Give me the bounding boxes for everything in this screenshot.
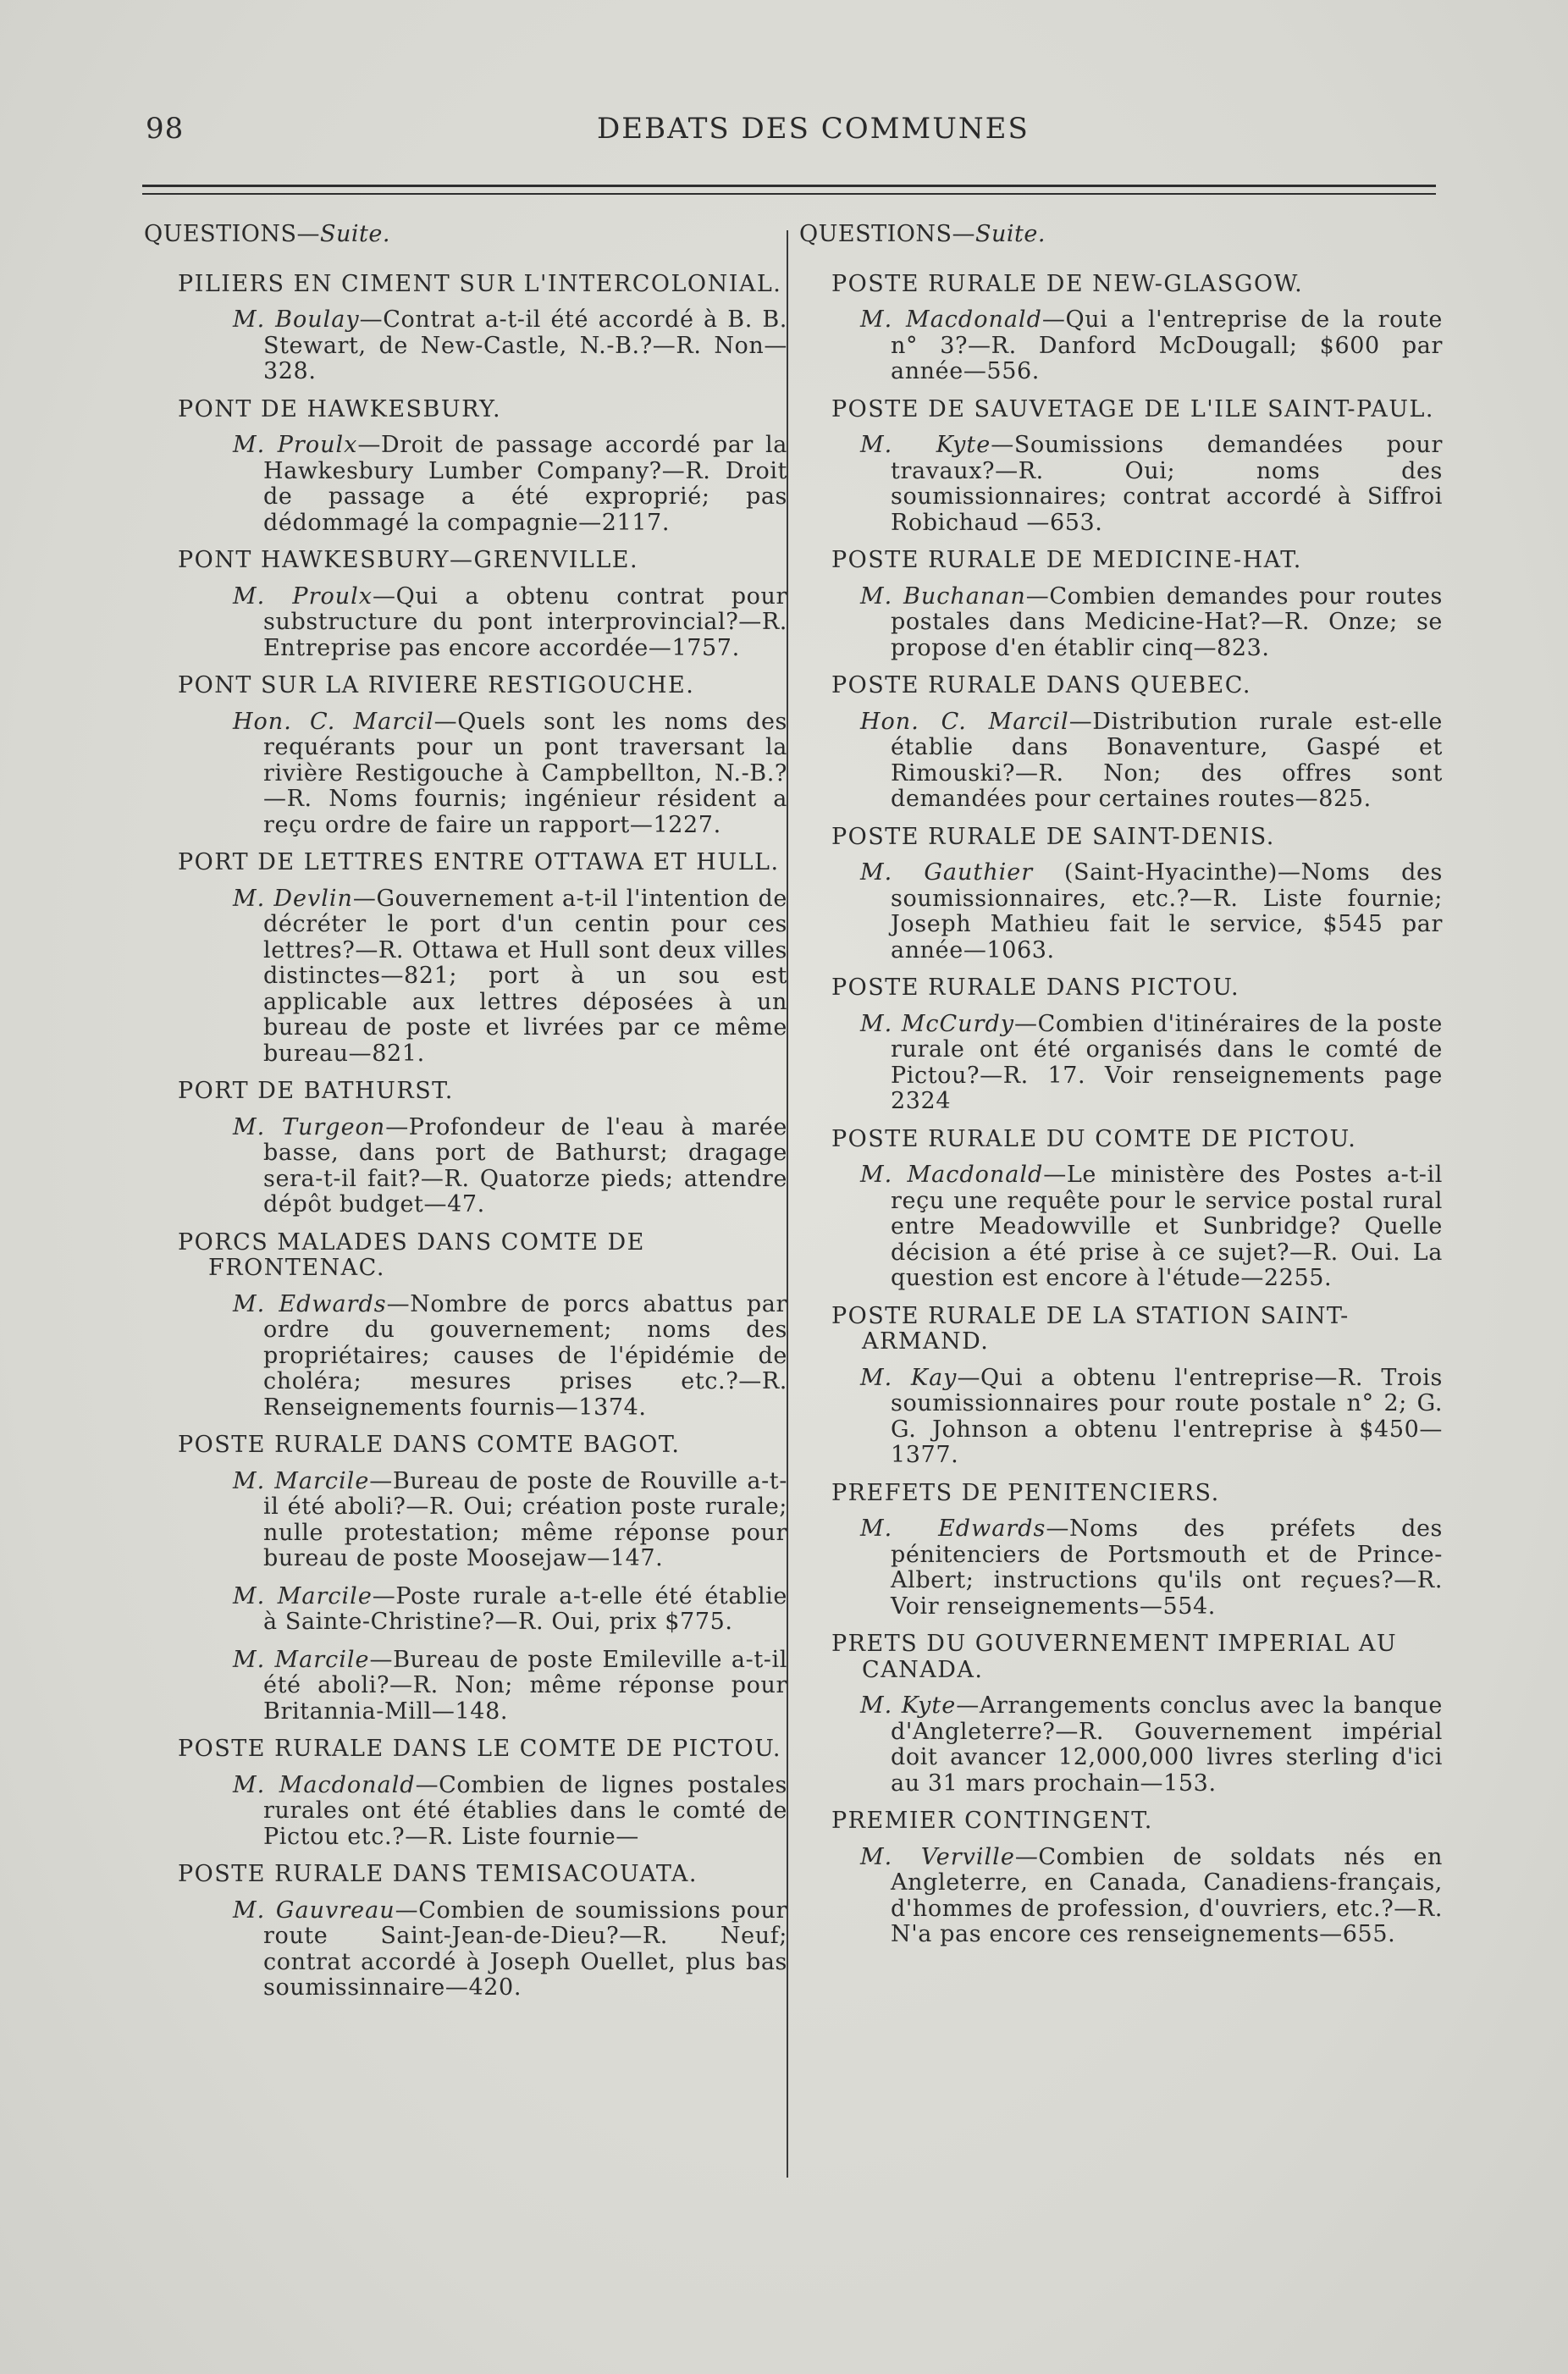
question-entry (860, 860, 1443, 963)
question-entry (860, 1162, 1443, 1292)
question-entry (860, 307, 1443, 385)
speaker-name: M. Buchanan (860, 582, 1026, 610)
speaker-name: M. Marcile (233, 1467, 370, 1494)
section-heading: POSTE RURALE DE NEW-GLASGOW. (831, 270, 1304, 297)
section-heading: POSTE RURALE DU COMTE DE PICTOU. (831, 1125, 1357, 1152)
right-column (799, 222, 1443, 1960)
entry-text: —Profondeur de l'eau à marée basse, dans port de Bathurst; dragage sera-t-il fait?—R. Quatorze pieds; attendre dépôt budget—47. (263, 1113, 787, 1217)
section-heading: PORCS MALADES DANS COMTE DE FRONTENAC. (178, 1228, 645, 1281)
entry-text: —Qui a l'entreprise de la route n° 3?—R. Danford McDougall; $600 par année—556. (891, 306, 1443, 384)
continued-heading (799, 222, 1443, 248)
question-entry (860, 1693, 1443, 1797)
section-heading: POSTE RURALE DANS PICTOU. (831, 974, 1240, 1001)
question-entry (233, 1292, 787, 1422)
speaker-name: M. Verville (860, 1843, 1015, 1870)
speaker-name: M. McCurdy (860, 1010, 1014, 1037)
continued-suite: Suite. (320, 221, 390, 247)
section-heading: PONT HAWKESBURY—GRENVILLE. (178, 547, 639, 573)
entry-text: —Arrangements conclus avec la banque d'Angleterre?—R. Gouvernement impérial doit avancer 12,000,000 livres sterling d'ici au 31 mars prochain—153. (891, 1692, 1443, 1797)
question-entry (860, 1012, 1443, 1115)
question-entry (233, 433, 787, 536)
section-heading: POSTE RURALE DE SAINT-DENIS. (831, 823, 1275, 850)
speaker-name: M. Macdonald (860, 306, 1042, 333)
entry-text: —Quels sont les noms des requérants pour un pont traversant la rivière Restigouche à Campbellton, N.-B.? —R. Noms fournis; ingénieur résident a reçu ordre de faire un rapport—1227. (263, 708, 788, 838)
question-entry (860, 1845, 1443, 1948)
entry-text: —Soumissions demandées pour travaux?—R. Oui; noms des soumissionnaires; contrat accordé à Siffroi Robichaud —653. (891, 432, 1443, 536)
speaker-name: M. Kay (860, 1364, 958, 1391)
entry-text: —Combien de soumissions pour route Saint-Jean-de-Dieu?—R. Neuf; contrat accordé à Joseph Ouellet, plus bas soumissinnaire—420. (263, 1896, 787, 2001)
speaker-name: M. Edwards (233, 1290, 387, 1317)
question-entry (860, 433, 1443, 536)
question-entry (233, 1584, 787, 1636)
continued-heading (144, 222, 787, 248)
section-heading: PONT DE HAWKESBURY. (178, 395, 502, 422)
entry-text: —Combien demandes pour routes postales dans Medicine-Hat?—R. Onze; se propose d'en établir cinq—823. (891, 582, 1443, 661)
entry-text: —Droit de passage accordé par la Hawkesbury Lumber Company?—R. Droit de passage a été exproprié; pas dédommagé la compagnie—2117. (263, 432, 787, 536)
header-rules (142, 185, 1436, 201)
question-entry (233, 1115, 787, 1218)
speaker-name: M. Proulx (233, 582, 373, 610)
entry-text: —Combien de soldats nés en Angleterre, en Canada, Canadiens-français, d'hommes de profession, d'ouvriers, etc.?—R. N'a pas encore ces renseignements—655. (891, 1843, 1444, 1947)
entry-text: —Contrat a-t-il été accordé à B. B. Stewart, de New-Castle, N.-B.?—R. Non—328. (263, 306, 787, 384)
section-heading: POSTE RURALE DE MEDICINE-HAT. (831, 547, 1302, 573)
section-heading: POSTE RURALE DANS QUEBEC. (831, 672, 1252, 698)
question-entry (233, 1648, 787, 1725)
page-number: 98 (146, 112, 185, 146)
question-entry (233, 1898, 787, 2001)
speaker-name: M. Kyte (860, 1692, 957, 1719)
section-heading: PREMIER CONTINGENT. (831, 1808, 1153, 1834)
left-sections (144, 272, 787, 2001)
speaker-name: M. Turgeon (233, 1113, 386, 1140)
speaker-name: M. Proulx (233, 432, 358, 458)
header-rule (142, 193, 1436, 195)
speaker-name: M. Marcile (233, 1582, 373, 1609)
speaker-name: M. Edwards (860, 1515, 1046, 1542)
question-entry (233, 307, 787, 385)
running-title: DEBATS DES COMMUNES (597, 112, 1030, 146)
section-heading: POSTE RURALE DE LA STATION SAINT-ARMAND. (831, 1302, 1350, 1355)
question-entry (860, 1366, 1443, 1469)
entry-text: —Bureau de poste de Rouville a-t-il été aboli?—R. Oui; création poste rurale; nulle protestation; même réponse pour bureau de poste Moosejaw—147. (263, 1467, 787, 1571)
entry-text: —Noms des préfets des pénitenciers de Portsmouth et de Prince-Albert; instructions qu'ils ont reçues?—R. Voir renseignements—554. (891, 1515, 1443, 1620)
section-heading: POSTE RURALE DANS TEMISACOUATA. (178, 1861, 698, 1887)
speaker-name: M. Devlin (233, 885, 353, 912)
speaker-name: M. Gauvreau (233, 1896, 395, 1924)
entry-text: —Distribution rurale est-elle établie dans Bonaventure, Gaspé et Rimouski?—R. Non; des offres sont demandées pour certaines routes—825. (891, 708, 1443, 812)
speaker-name: Hon. C. Marcil (860, 708, 1069, 735)
page-header (0, 112, 1568, 154)
entry-text: —Poste rurale a-t-elle été établie à Sainte-Christine?—R. Oui, prix $775. (263, 1582, 787, 1635)
section-heading: POSTE RURALE DANS COMTE BAGOT. (178, 1432, 681, 1458)
speaker-name: M. Macdonald (860, 1162, 1044, 1188)
entry-text: —Nombre de porcs abattus par ordre du gouvernement; noms des propriétaires; causes de l'épidémie de choléra; mesures prises etc.?—R. Renseignements fournis—1374. (263, 1290, 787, 1421)
continued-suite: Suite. (975, 221, 1046, 247)
speaker-name: M. Kyte (860, 432, 991, 458)
question-entry (860, 1516, 1443, 1620)
section-heading: PORT DE BATHURST. (178, 1078, 454, 1104)
header-rule (142, 185, 1436, 187)
entry-text: —Combien d'itinéraires de la poste rurale ont été organisés dans le comté de Pictou?—R. 17. Voir renseignements page 2324 (891, 1010, 1444, 1114)
left-column (144, 222, 787, 2013)
entry-text: —Bureau de poste Emileville a-t-il été aboli?—R. Non; même réponse pour Britannia-Mill—148. (263, 1646, 787, 1725)
section-heading: PRETS DU GOUVERNEMENT IMPERIAL AU CANADA. (831, 1631, 1398, 1683)
entry-text: (Saint-Hyacinthe)—Noms des soumissionnaires, etc.?—R. Liste fournie; Joseph Mathieu fait le service, $545 par année—1063. (891, 859, 1443, 963)
continued-label: QUESTIONS— (799, 221, 976, 247)
section-heading: PILIERS EN CIMENT SUR L'INTERCOLONIAL. (178, 270, 782, 297)
section-heading: PREFETS DE PENITENCIERS. (831, 1479, 1220, 1506)
entry-text: —Gouvernement a-t-il l'intention de décréter le port d'un centin pour ces lettres?—R. Ottawa et Hull sont deux villes distinctes—821; port à un sou est applicable aux lettres déposées à un bureau de poste et livrées par ce même bureau—821. (263, 885, 787, 1067)
question-entry (860, 584, 1443, 662)
speaker-name: M. Boulay (233, 306, 360, 333)
section-heading: PORT DE LETTRES ENTRE OTTAWA ET HULL. (178, 849, 780, 875)
speaker-name: M. Gauthier (860, 859, 1034, 886)
entry-text: —Qui a obtenu l'entreprise—R. Trois soumissionnaires pour route postale n° 2; G. G. Johnson a obtenu l'entreprise à $450—1377. (891, 1364, 1443, 1468)
question-entry (233, 886, 787, 1068)
speaker-name: M. Macdonald (233, 1771, 416, 1798)
entry-text: —Le ministère des Postes a-t-il reçu une requête pour le service postal rural entre Meadowville et Sunbridge? Quelle décision a été prise à ce sujet?—R. Oui. La question est encore à l'étude—2255. (891, 1162, 1444, 1291)
section-heading: POSTE DE SAUVETAGE DE L'ILE SAINT-PAUL. (831, 395, 1434, 422)
question-entry (233, 1469, 787, 1572)
entry-text: —Combien de lignes postales rurales ont été établies dans le comté de Pictou etc.?—R. Liste fournie— (263, 1771, 787, 1850)
question-entry (233, 709, 787, 839)
question-entry (233, 1773, 787, 1851)
speaker-name: M. Marcile (233, 1646, 370, 1673)
question-entry (860, 709, 1443, 813)
entry-text: —Qui a obtenu contrat pour substructure du pont interprovincial?—R. Entreprise pas encore accordée—1757. (263, 582, 787, 661)
right-sections (799, 272, 1443, 1948)
question-entry (233, 584, 787, 662)
section-heading: POSTE RURALE DANS LE COMTE DE PICTOU. (178, 1736, 781, 1762)
continued-label: QUESTIONS— (144, 221, 321, 247)
section-heading: PONT SUR LA RIVIERE RESTIGOUCHE. (178, 672, 695, 698)
speaker-name: Hon. C. Marcil (233, 708, 434, 735)
